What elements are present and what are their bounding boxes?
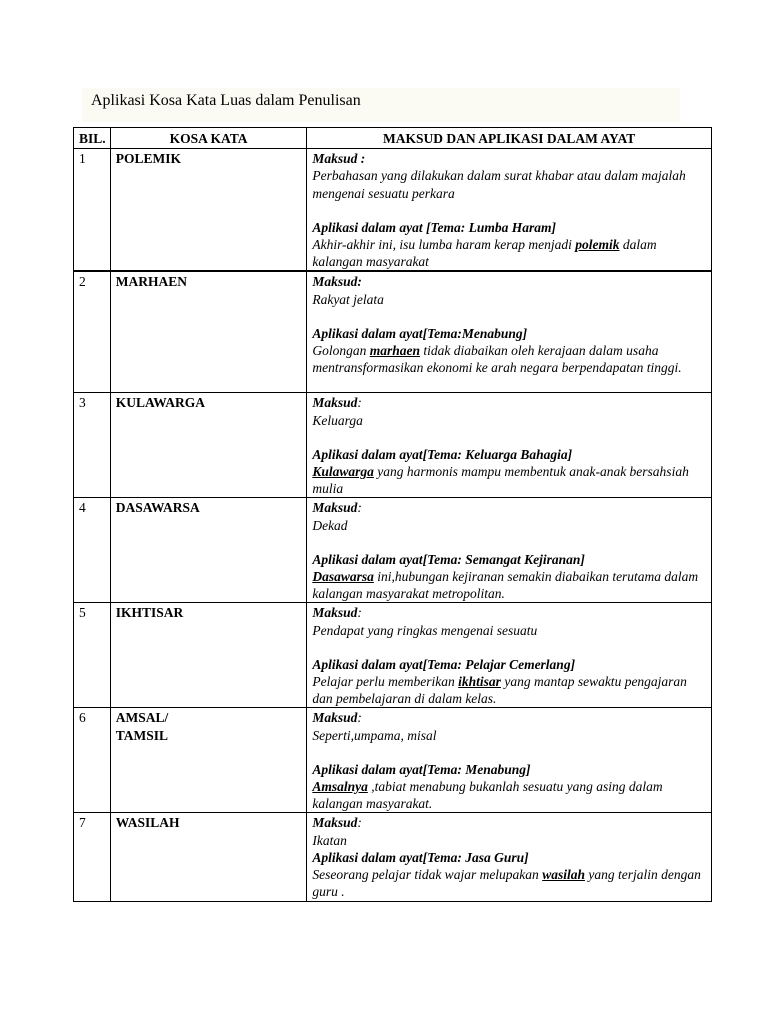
vocabulary-word [110, 498, 307, 603]
sentence-after: tidak diabaikan oleh kerajaan dalam usaha mentransformasikan ekonomi ke arah negara berpendapatan tinggi. [312, 343, 682, 376]
maksud-label: Maksud : [312, 151, 366, 167]
paragraph-gap [312, 202, 706, 219]
maksud-label-line [312, 604, 706, 621]
example-sentence [312, 342, 706, 376]
maksud-text: Perbahasan yang dilakukan dalam surat khabar atau dalam majalah mengenai sesuatu perkara [312, 168, 686, 201]
highlighted-word: marhaen [369, 343, 420, 359]
row-number: 2 [74, 271, 111, 393]
sentence-after: ini,hubungan kejiranan semakin diabaikan terutama dalam kalangan masyarakat metropolitan. [312, 569, 699, 602]
vocabulary-word [110, 393, 307, 498]
aplikasi-label: Aplikasi dalam ayat[Tema: Semangat Kejiranan] [312, 551, 585, 567]
paragraph-gap [312, 534, 706, 551]
example-sentence [312, 236, 706, 270]
maksud-label: Maksud [312, 395, 358, 411]
maksud-text: Keluarga [312, 412, 363, 428]
table-header-row [74, 128, 712, 149]
definition-cell [307, 271, 712, 393]
paragraph-gap [312, 308, 706, 325]
example-sentence [312, 568, 706, 602]
maksud-label: Maksud: [312, 274, 362, 290]
row-number: 1 [74, 149, 111, 272]
vocabulary-table [73, 127, 712, 902]
row-number: 3 [74, 393, 111, 498]
paragraph-gap [312, 744, 706, 761]
maksud-label-colon: : [357, 605, 362, 621]
table-row [74, 271, 712, 393]
maksud-text: Dekad [312, 517, 348, 533]
document-title: Aplikasi Kosa Kata Luas dalam Penulisan [91, 92, 361, 109]
maksud-label-line [312, 394, 706, 411]
maksud-label: Maksud [312, 500, 358, 516]
maksud-label-line [312, 499, 706, 516]
highlighted-word: Kulawarga [312, 464, 374, 480]
maksud-label: Maksud [312, 710, 358, 726]
vocabulary-word-line: MARHAEN [115, 274, 188, 290]
definition-cell [307, 603, 712, 708]
sentence-after: yang mantap sewaktu pengajaran dan pembelajaran di dalam kelas. [312, 674, 687, 707]
maksud-label-line [312, 273, 706, 290]
maksud-label-colon: : [357, 815, 362, 831]
table-row [74, 393, 712, 498]
maksud-text: Seperti,umpama, misal [312, 727, 437, 743]
vocabulary-word-line: TAMSIL [115, 727, 169, 743]
maksud-label-line [312, 814, 706, 831]
aplikasi-label: Aplikasi dalam ayat[Tema: Menabung] [312, 761, 531, 777]
maksud-label-colon: : [357, 500, 362, 516]
row-number: 7 [74, 813, 111, 901]
maksud-label-colon: : [357, 710, 362, 726]
sentence-before: Pelajar perlu memberikan [312, 674, 459, 690]
vocabulary-word [110, 708, 307, 813]
sentence-before: Seseorang pelajar tidak wajar melupakan [312, 867, 543, 883]
aplikasi-label: Aplikasi dalam ayat[Tema: Keluarga Bahagia] [312, 446, 573, 462]
example-sentence [312, 778, 706, 812]
vocabulary-word-line: WASILAH [115, 815, 180, 831]
maksud-label-colon: : [357, 395, 362, 411]
definition-cell [307, 498, 712, 603]
aplikasi-label: Aplikasi dalam ayat [Tema: Lumba Haram] [312, 219, 556, 235]
vocabulary-word [110, 149, 307, 272]
definition-cell [307, 149, 712, 272]
row-number: 5 [74, 603, 111, 708]
definition-cell [307, 393, 712, 498]
example-sentence [312, 866, 706, 900]
example-sentence [312, 463, 706, 497]
sentence-before: Golongan [312, 343, 370, 359]
example-sentence [312, 673, 706, 707]
maksud-label: Maksud [312, 815, 358, 831]
vocabulary-word [110, 813, 307, 901]
sentence-after: yang harmonis mampu membentuk anak-anak bersahsiah mulia [312, 464, 689, 497]
header-maksud: MAKSUD DAN APLIKASI DALAM AYAT [307, 128, 712, 149]
row-number: 6 [74, 708, 111, 813]
aplikasi-label: Aplikasi dalam ayat[Tema: Jasa Guru] [312, 849, 529, 865]
paragraph-gap [312, 639, 706, 656]
aplikasi-label: Aplikasi dalam ayat[Tema:Menabung] [312, 325, 528, 341]
aplikasi-label: Aplikasi dalam ayat[Tema: Pelajar Cemerlang] [312, 656, 576, 672]
vocabulary-word [110, 271, 307, 393]
table-row [74, 149, 712, 272]
vocabulary-word [110, 603, 307, 708]
header-kosa-kata: KOSA KATA [110, 128, 307, 149]
table-row [74, 603, 712, 708]
maksud-text: Ikatan [312, 832, 347, 848]
vocabulary-word-line: KULAWARGA [115, 395, 206, 411]
vocabulary-word-line: AMSAL/ [115, 710, 169, 726]
vocabulary-word-line: IKHTISAR [115, 605, 184, 621]
highlighted-word: polemik [575, 237, 620, 253]
sentence-after: yang terjalin dengan guru . [312, 867, 701, 900]
highlighted-word: wasilah [542, 867, 585, 883]
highlighted-word: ikhtisar [458, 674, 501, 690]
highlighted-word: Amsalnya [312, 779, 368, 795]
row-number: 4 [74, 498, 111, 603]
vocabulary-word-line: POLEMIK [115, 151, 182, 167]
maksud-label-line [312, 709, 706, 726]
maksud-text: Rakyat jelata [312, 291, 384, 307]
highlighted-word: Dasawarsa [312, 569, 374, 585]
vocabulary-word-line: DASAWARSA [115, 500, 200, 516]
maksud-text: Pendapat yang ringkas mengenai sesuatu [312, 622, 538, 638]
sentence-after: dalam kalangan masyarakat [312, 237, 657, 270]
header-bil: BIL. [74, 128, 111, 149]
table-row [74, 498, 712, 603]
maksud-label: Maksud [312, 605, 358, 621]
paragraph-gap [312, 429, 706, 446]
sentence-after: ,tabiat menabung bukanlah sesuatu yang asing dalam kalangan masyarakat. [312, 779, 663, 812]
table-row [74, 813, 712, 901]
maksud-label-line [312, 150, 706, 167]
sentence-before: Akhir-akhir ini, isu lumba haram kerap menjadi [312, 237, 576, 253]
definition-cell [307, 708, 712, 813]
definition-cell [307, 813, 712, 901]
table-row [74, 708, 712, 813]
